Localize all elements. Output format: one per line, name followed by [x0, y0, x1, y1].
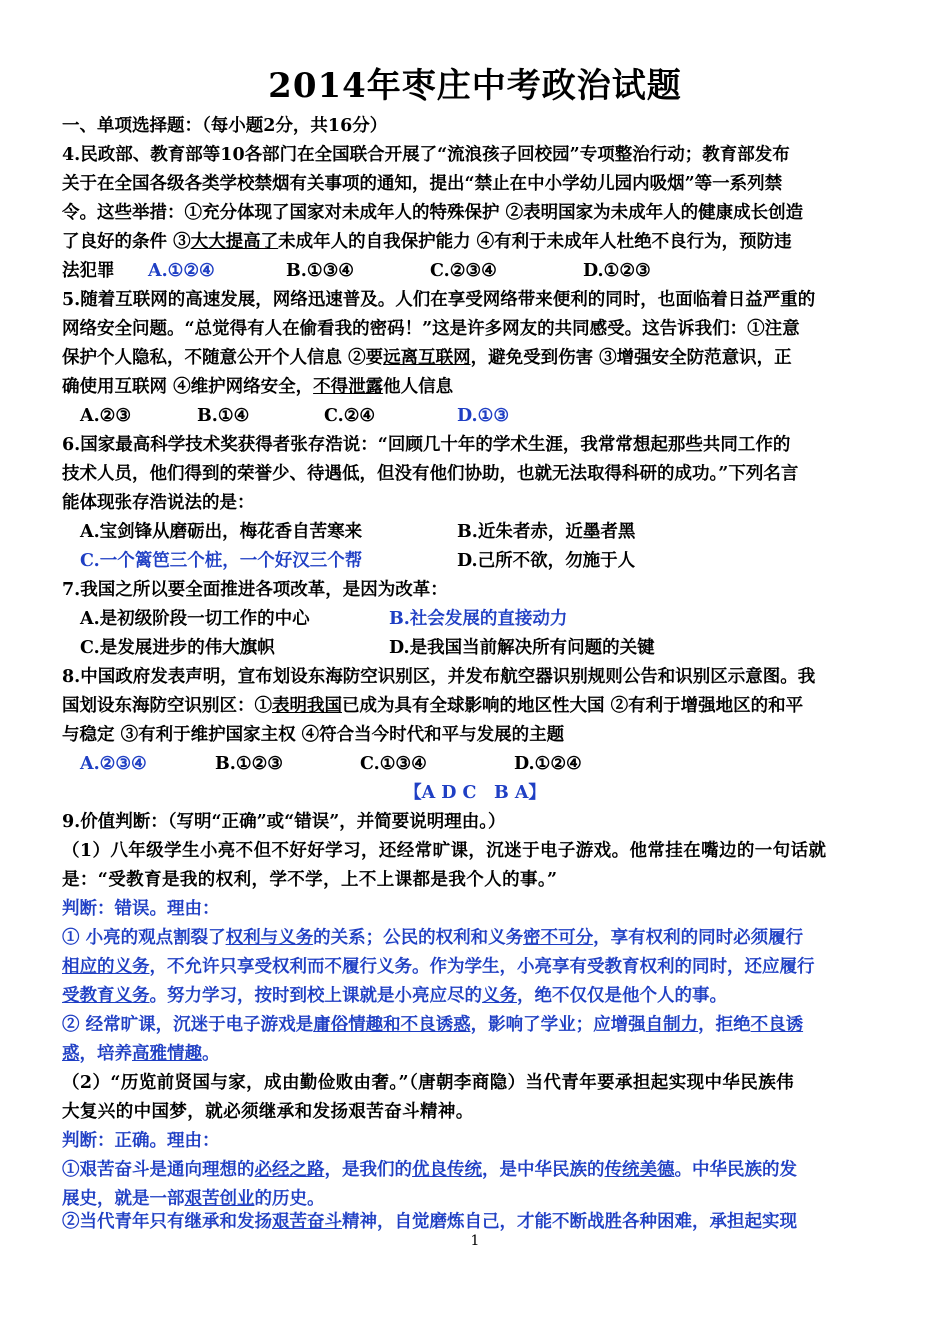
q7-option-a: A.是初级阶段一切工作的中心 [80, 609, 310, 629]
q8-underlined: 表明我国 [272, 696, 342, 716]
q4-option-d: D.①②③ [583, 261, 651, 281]
q7-options-row-2 [62, 634, 892, 662]
q8-option-b: B.①②③ [215, 754, 283, 774]
q5-options [62, 402, 892, 430]
answer-text: 精神，自觉磨炼自己，才能不断战胜各种困难，承担起实现 [342, 1212, 797, 1232]
answer-underlined: 高雅情趣 [132, 1044, 202, 1064]
q5-line-3 [62, 344, 892, 372]
answer-underlined: 优良传统 [412, 1160, 482, 1180]
answer-underlined: 权利与义务 [225, 928, 314, 948]
q5-text: 他人信息 [383, 377, 454, 397]
q8-line-3: 与稳定 ③有利于维护国家主权 ④符合当今时代和平与发展的主题 [62, 725, 565, 745]
q9-answer-1-line-1 [62, 924, 892, 952]
q4-line-2: 关于在全国各级各类学校禁烟有关事项的通知，提出“禁止在中小学幼儿园内吸烟”等一系列禁 [62, 174, 783, 194]
q6-line-2: 技术人员，他们得到的荣誉少、待遇低，但没有他们协助，也就无法取得科研的成功。”下列名言 [62, 464, 799, 484]
q6-option-c: C.一个篱笆三个桩，一个好汉三个帮 [80, 551, 363, 571]
q8-option-a: A.②③④ [80, 754, 147, 774]
q4-line-1: 4.民政部、教育部等10各部门在全国联合开展了“流浪孩子回校园”专项整治行动；教育部发布 [62, 145, 790, 165]
q7-option-b: B.社会发展的直接动力 [389, 609, 568, 629]
q4-line-3: 令。这些举措：①充分体现了国家对未成年人的特殊保护 ②表明国家为未成年人的健康成长创造 [62, 203, 804, 223]
page-title: 2014年枣庄中考政治试题 [268, 66, 682, 106]
q8-line-1: 8.中国政府发表声明，宣布划设东海防空识别区，并发布航空器识别规则公告和识别区示意图。我 [62, 667, 816, 687]
q8-text: 国划设东海防空识别区：① [62, 696, 272, 716]
q4-text: 未成年人的自我保护能力 ④有利于未成年人杜绝不良行为，预防违 [278, 232, 792, 252]
q5-option-a: A.②③ [80, 406, 132, 426]
answer-underlined: 自制力 [645, 1015, 699, 1035]
q9-answer-1-line-2 [62, 953, 892, 981]
answer-text: ②当代青年只有继承和发扬 [62, 1212, 272, 1232]
answer-text: ，影响了学业；应增强 [470, 1015, 646, 1035]
q4-text: 了良好的条件 ③ [62, 232, 191, 252]
q9-judgment-2: 判断：正确。理由： [62, 1131, 220, 1151]
q8-option-c: C.①③④ [360, 754, 427, 774]
q5-line-4 [62, 373, 892, 401]
q5-text: ，避免受到伤害 ③增强安全防范意识，正 [470, 348, 792, 368]
answer-text: ① 小亮的观点割裂了 [62, 928, 226, 948]
answer-underlined: 受教育义务 [62, 986, 150, 1006]
answer-underlined: 密不可分 [523, 928, 594, 948]
answer-text: ，享有权利的同时必须履行 [593, 928, 804, 948]
answer-text: 。努力学习，按时到校上课就是小亮应尽的 [149, 986, 482, 1006]
q5-option-d: D.①③ [457, 406, 510, 426]
q4-option-b: B.①③④ [286, 261, 354, 281]
q7-line-1: 7.我国之所以要全面推进各项改革，是因为改革： [62, 580, 448, 600]
q9-answer-4-line-1 [62, 1208, 892, 1236]
q4-option-a: A.①②④ [148, 261, 215, 281]
answer-text: ，拒绝 [698, 1015, 751, 1035]
answer-text: 。 [202, 1044, 220, 1064]
q9-answer-3-line-1 [62, 1156, 892, 1184]
answer-underlined: 庸俗情趣和不良诱惑 [313, 1015, 471, 1035]
q7-options-row-1 [62, 605, 892, 633]
answer-text: 。中华民族的发 [674, 1160, 797, 1180]
q9-intro: 9.价值判断：（写明“正确”或“错误”，并简要说明理由。） [62, 812, 506, 832]
answer-text: ，不允许只享受权利而不履行义务。作为学生，小亮享有受教育权利的同时，还应履行 [149, 957, 815, 977]
q4-text: 法犯罪 [62, 261, 115, 281]
q9-part1-line-1: （1）八年级学生小亮不但不好好学习，还经常旷课，沉迷于电子游戏。他常挂在嘴边的一句话就 [62, 841, 827, 861]
q9-part2-line-2: 大复兴的中国梦，就必须继承和发扬艰苦奋斗精神。 [62, 1102, 474, 1122]
answer-underlined: 义务 [482, 986, 517, 1006]
q5-option-b: B.①④ [197, 406, 250, 426]
answer-text: ，绝不仅仅是他个人的事。 [517, 986, 727, 1006]
answer-text: ② 经常旷课，沉迷于电子游戏是 [62, 1015, 314, 1035]
q8-line-2 [62, 692, 892, 720]
q6-options-row-2 [62, 547, 892, 575]
answer-text: 的历史。 [254, 1189, 325, 1209]
q4-line-4 [62, 228, 892, 256]
q5-text: 保护个人隐私，不随意公开个人信息 ②要 [62, 348, 384, 368]
q7-option-c: C.是发展进步的伟大旗帜 [80, 638, 275, 658]
q9-part1-line-2: 是：“受教育是我的权利，学不学，上不上课都是我个人的事。” [62, 870, 558, 890]
section-heading: 一、单项选择题：（每小题2分，共16分） [62, 116, 388, 136]
answer-underlined: 相应的义务 [62, 957, 150, 977]
q5-option-c: C.②④ [324, 406, 376, 426]
answer-underlined: 不良诱 [750, 1015, 804, 1035]
q9-answer-2-line-1 [62, 1011, 892, 1039]
answer-underlined: 艰苦奋斗 [272, 1212, 342, 1232]
q8-text: 已成为具有全球影响的地区性大国 ②有利于增强地区的和平 [342, 696, 804, 716]
q9-answer-1-line-3 [62, 982, 892, 1010]
answer-underlined: 必经之路 [254, 1160, 325, 1180]
page-number: 1 [470, 1233, 480, 1249]
q5-text: 确使用互联网 ④维护网络安全， [62, 377, 314, 397]
q5-line-1: 5.随着互联网的高速发展，网络迅速普及。人们在享受网络带来便利的同时，也面临着日益严重的 [62, 290, 816, 310]
q4-option-c: C.②③④ [430, 261, 497, 281]
answer-underlined: 惑 [62, 1044, 80, 1064]
answer-text: ，是中华民族的 [482, 1160, 605, 1180]
answer-text: 的关系；公民的权利和义务 [313, 928, 524, 948]
answer-text: ，培养 [79, 1044, 132, 1064]
answer-text: 展史，就是一部 [62, 1189, 185, 1209]
q5-line-2: 网络安全问题。“总觉得有人在偷看我的密码！”这是许多网友的共同感受。这告诉我们：①注意 [62, 319, 800, 339]
q4-line-5 [62, 257, 892, 285]
q6-options-row-1 [62, 518, 892, 546]
answer-underlined: 艰苦创业 [184, 1189, 255, 1209]
answer-underlined: 传统美德 [604, 1160, 675, 1180]
q9-answer-2-line-2 [62, 1040, 892, 1068]
q4-underlined: 大大提高了 [190, 232, 279, 252]
q8-option-d: D.①②④ [514, 754, 582, 774]
q8-options [62, 750, 892, 778]
q9-judgment-1: 判断：错误。理由： [62, 899, 220, 919]
q5-underlined: 不得泄露 [313, 377, 384, 397]
q6-option-a: A.宝剑锋从磨砺出，梅花香自苦寒来 [80, 522, 363, 542]
q5-underlined: 远离互联网 [383, 348, 471, 368]
q6-line-1: 6.国家最高科学技术奖获得者张存浩说：“回顾几十年的学术生涯，我常常想起那些共同工作的 [62, 435, 791, 455]
q7-option-d: D.是我国当前解决所有问题的关键 [389, 638, 655, 658]
q6-option-b: B.近朱者赤，近墨者黑 [457, 522, 636, 542]
answer-key: 【A D C B A】 [404, 783, 546, 803]
answer-text: ，是我们的 [324, 1160, 412, 1180]
answer-text: ①艰苦奋斗是通向理想的 [62, 1160, 255, 1180]
q6-line-3: 能体现张存浩说法的是： [62, 493, 255, 513]
q9-part2-line-1: （2）“历览前贤国与家，成由勤俭败由奢。”（唐朝李商隐）当代青年要承担起实现中华民族伟 [62, 1073, 795, 1093]
q6-option-d: D.己所不欲，勿施于人 [457, 551, 636, 571]
